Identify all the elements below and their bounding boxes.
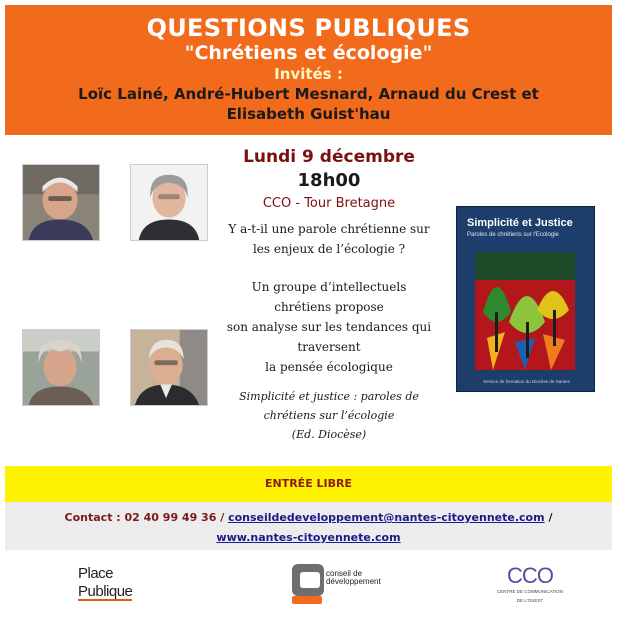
book-reference-line-1: Simplicité et justice : paroles de [239, 390, 419, 403]
contact-line-1 [5, 508, 612, 528]
book-cover-title: Simplicité et Justice [467, 217, 573, 229]
website-link[interactable]: www.nantes-citoyennete.com [216, 531, 401, 544]
guests-line-1: Loïc Lainé, André-Hubert Mesnard, Arnaud du Crest et [78, 85, 539, 103]
book-cover-subtitle: Paroles de chrétiens sur l'Ecologie [467, 232, 559, 238]
guest-photo-2-image [131, 165, 207, 240]
guest-photo-3 [22, 329, 100, 406]
book-reference [218, 387, 440, 444]
cco-logo-caption-2: DE L'OUEST [516, 598, 544, 603]
description-line-3: son analyse sur les tendances qui [226, 320, 432, 334]
place-publique-logo-line-1: Place [78, 565, 114, 582]
guests-line-2: Elisabeth Guist'hau [226, 105, 391, 123]
place-publique-logo [78, 566, 148, 606]
cco-logo [495, 563, 565, 606]
page-subtitle: "Chrétiens et écologie" [184, 42, 433, 64]
guest-photo-4-image [131, 330, 207, 405]
description-line-5: la pensée écologique [265, 360, 393, 374]
conseil-logo-line-2: développement [326, 577, 381, 586]
conseil-developpement-logo [288, 558, 384, 610]
event-date: Lundi 9 décembre [243, 147, 415, 167]
description-line-1: Un groupe d’intellectuels [251, 280, 407, 294]
cco-logo-mark: CCO [507, 563, 553, 588]
spacer [218, 259, 440, 277]
free-entry-banner: ENTRÉE LIBRE [5, 466, 612, 502]
guest-photo-2 [130, 164, 208, 241]
event-time: 18h00 [297, 170, 361, 191]
contact-phone: Contact : 02 40 99 49 36 / [64, 511, 225, 524]
page-title: QUESTIONS PUBLIQUES [146, 14, 471, 42]
event-place: CCO - Tour Bretagne [262, 196, 396, 211]
guest-photo-3-image [23, 330, 99, 405]
question-line-2: les enjeux de l’écologie ? [252, 242, 406, 256]
contact-line-2 [5, 528, 612, 548]
place-publique-logo-line-2: Publique [78, 583, 133, 600]
book-cover [456, 206, 595, 392]
book-cover-artwork [475, 252, 575, 370]
question-line-1: Y a-t-il une parole chrétienne sur [228, 222, 430, 236]
conseil-logo-line-1: conseil de [326, 569, 363, 578]
book-cover-footer: Service de formation du Diocèse de Nantes [483, 379, 570, 384]
invites-label: Invités : [274, 65, 343, 83]
contact-bar [5, 502, 612, 550]
guest-photo-1 [22, 164, 100, 241]
event-details [218, 145, 440, 444]
cco-logo-caption-1: CENTRE DE COMMUNICATION [497, 589, 563, 594]
contact-separator: / [548, 511, 553, 524]
description-line-4: traversent [297, 340, 361, 354]
book-reference-line-2: chrétiens sur l’écologie [263, 409, 395, 422]
description-line-2: chrétiens propose [274, 300, 384, 314]
book-reference-line-3: (Ed. Diocèse) [291, 428, 367, 441]
guest-photo-1-image [23, 165, 99, 240]
header-banner [5, 5, 612, 135]
contact-email-link[interactable]: conseildedeveloppement@nantes-citoyennete.com [228, 511, 545, 524]
guest-photo-4 [130, 329, 208, 406]
conseil-developpement-logo-text [326, 570, 381, 586]
conseil-developpement-logo-mark [288, 560, 328, 610]
